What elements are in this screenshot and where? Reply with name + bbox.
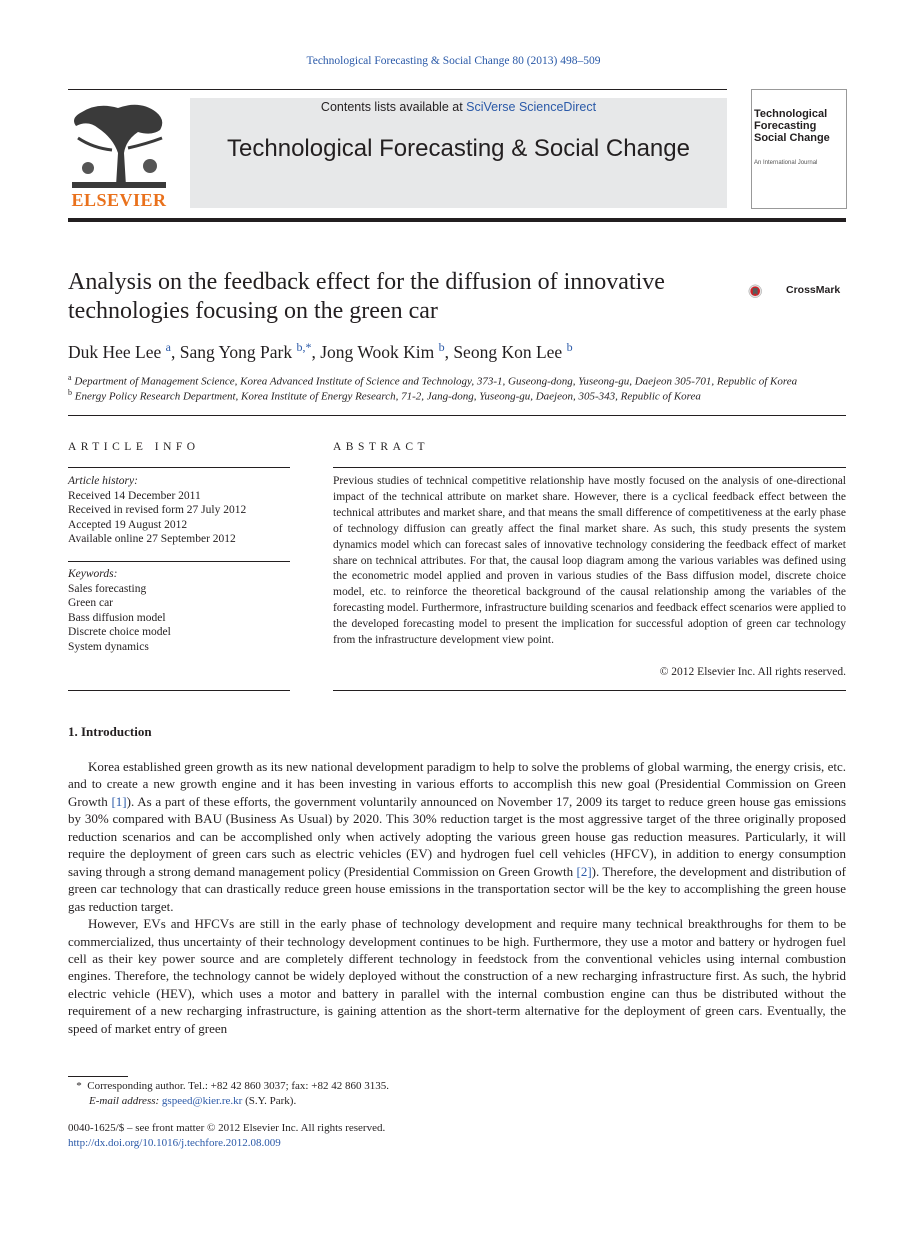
cover-title-line-2: Forecasting [754, 120, 817, 132]
citation-2[interactable]: [2] [576, 863, 592, 879]
article-title: Analysis on the feedback effect for the diffusion of innovative technologies focusing on the green car [68, 269, 665, 324]
keyword: Discrete choice model [68, 626, 171, 638]
history-label: Article history: [68, 475, 138, 487]
footnote-rule [68, 1076, 128, 1077]
keywords-label: Keywords: [68, 568, 118, 580]
journal-reference[interactable]: Technological Forecasting & Social Change 80 (2013) 498–509 [306, 55, 601, 67]
sciencedirect-link[interactable]: SciVerse ScienceDirect [466, 100, 597, 114]
keyword: Bass diffusion model [68, 611, 166, 624]
author-4-affil[interactable]: b [566, 340, 573, 354]
contents-prefix: Contents lists available at [320, 100, 467, 114]
footnote-mark: * [76, 1080, 82, 1092]
abstract-text: Previous studies of technical competitive relationship have mostly focused on the analysis of one-directional impact of the technical attribute on market share. However, there is a cyclical feedback effect between the technical attributes and market share, and that means the small difference of competitiveness at the early phase of technology diffusion can greatly affect the final market share. As such, this study presents the system dynamics model which can forecast sales of innovative technology considering the feedback effect of market share on technical attributes. For that, the causal loop diagram among the various variables was defined using the econometric model applied and proven in various studies of the Bass diffusion model, discrete choice model, etc. to reinforce the theoretical background of the causal relationship among the variables of the forecasting model. Furthermore, infrastructure building scenarios and feedback effect scenarios were applied to the developed forecasting model to present the implication for successful adoption of green car technology from the infrastructure development view point. [333, 475, 846, 647]
info-rule [68, 561, 290, 562]
footnote-email [89, 1095, 296, 1107]
text-run: Korea established green growth as its new national development paradigm to help to solve the problems of global warming, the energy crisis, etc. and to create a new growth engine and it has been investing in various efforts to accomplish this new goal (Presidential Commission on Green Growth [68, 759, 846, 809]
issn-line: 0040-1625/$ – see front matter © 2012 Elsevier Inc. All rights reserved. [68, 1122, 386, 1134]
header-rule [68, 89, 727, 90]
footnote-corresponding [68, 1080, 389, 1092]
email-link[interactable]: gspeed@kier.re.kr [161, 1095, 243, 1107]
affiliation-a [68, 373, 797, 388]
abstract-copyright: © 2012 Elsevier Inc. All rights reserved. [659, 666, 846, 678]
author-3-affil[interactable]: b [438, 340, 445, 354]
keyword: Green car [68, 597, 114, 609]
keyword: System dynamics [68, 640, 149, 653]
email-suffix: (S.Y. Park). [242, 1095, 297, 1107]
crossmark-label[interactable]: CrossMark [786, 284, 841, 296]
introduction-heading: 1. Introduction [68, 724, 152, 739]
author-separator: , [444, 341, 454, 362]
author-separator: , [311, 341, 321, 362]
history-item: Received 14 December 2011 [68, 489, 201, 502]
history-item: Available online 27 September 2012 [68, 533, 236, 545]
cover-title [754, 108, 830, 144]
affiliation-b [68, 388, 701, 403]
author-2-affil[interactable]: b,* [296, 340, 312, 354]
abstract-rule [333, 467, 846, 468]
cover-subtitle: An International Journal [754, 160, 818, 166]
info-rule [68, 467, 290, 468]
author-1-affil[interactable]: a [165, 340, 171, 354]
doi-link[interactable]: http://dx.doi.org/10.1016/j.techfore.2012.08.009 [68, 1137, 281, 1149]
affiliation-text: Energy Policy Research Department, Korea Institute of Energy Research, 71-2, Jang-dong, Yuseong-gu, Daejeon, 305-343, Republic of Korea [74, 390, 701, 403]
cover-title-line-3: Social Change [754, 132, 830, 144]
abstract-heading: ABSTRACT [333, 441, 430, 453]
keyword: Sales forecasting [68, 582, 147, 595]
section-rule [68, 415, 846, 416]
contents-line [190, 100, 727, 114]
journal-title: Technological Forecasting & Social Change [227, 135, 690, 162]
abstract-rule [333, 690, 846, 691]
author-3: Jong Wook Kim [320, 341, 435, 362]
text-run: ). As a part of these efforts, the government voluntarily announced on November 17, 2009 its target to reduce green house gas emissions by 30% compared with BAU (Business As Usual) by 2020. This 30% reduction target is the most aggressive target of the three originally proposed reduction scenarios and can be accomplished only when actively adopting the various green house gas reduction measures. Particularly, it will require the deployment of green cars such as electric vehicles (EV) and hydrogen fuel cell vehicles (HFCV), in addition to energy consumption saving through a strong demand management policy (Presidential Commission on Green Growth [68, 793, 846, 879]
history-item: Received in revised form 27 July 2012 [68, 504, 247, 516]
info-rule [68, 690, 290, 691]
text-run: ). Therefore, the development and distribution of green car technology that can drastically reduce green house emissions in the transportation sector will be the key to accomplishing the green house gas reduction target. [68, 863, 846, 914]
cover-title-line-1: Technological [754, 108, 828, 120]
author-2: Sang Yong Park [179, 341, 293, 362]
history-item: Accepted 19 August 2012 [68, 518, 188, 531]
crossmark-icon[interactable] [748, 272, 788, 312]
publisher-name: ELSEVIER [71, 190, 167, 210]
header-thick-rule [68, 218, 846, 222]
intro-paragraph-2: However, EVs and HFCVs are still in the early phase of technology development and require many technical breakthroughs for them to be commercialized, thus uncertainty of their technology development continues to be high. Furthermore, they use a motor and battery or hydrogen fuel cell as their key power source and are completely different technology in feedstock from the conventional vehicles using internal combustion engines. Therefore, the technology cannot be widely deployed without the construction of a new recharging infrastructure first. As such, the hybrid electric vehicle (HEV), which uses a motor and battery in parallel with the internal combustion engine can thus be distributed without the requirement of a new recharging infrastructure, is gaining attention as the short-term alternative for the deployment of green cars. Eventually, the speed of market entry of green [68, 916, 846, 1036]
author-separator: , [171, 341, 180, 362]
citation-1[interactable]: [1] [111, 793, 127, 809]
corresponding-text: Corresponding author. Tel.: +82 42 860 3037; fax: +82 42 860 3135. [87, 1080, 389, 1092]
author-1: Duk Hee Lee [68, 341, 162, 362]
keywords [68, 567, 171, 654]
affiliation-mark: b [68, 388, 72, 397]
author-4: Seong Kon Lee [453, 341, 563, 362]
article-info-heading: ARTICLE INFO [68, 441, 200, 453]
affiliation-mark: a [68, 373, 72, 382]
author-list [68, 340, 573, 363]
affiliation-text: Department of Management Science, Korea Advanced Institute of Science and Technology, 373-1, Guseong-dong, Yuseong-gu, Daejeon 305-701, Republic of Korea [74, 375, 798, 388]
journal-cover [751, 89, 847, 209]
intro-paragraph-1 [68, 758, 846, 915]
article-history [68, 474, 246, 547]
introduction-body [68, 758, 846, 1037]
email-label: E-mail address: [89, 1095, 160, 1107]
